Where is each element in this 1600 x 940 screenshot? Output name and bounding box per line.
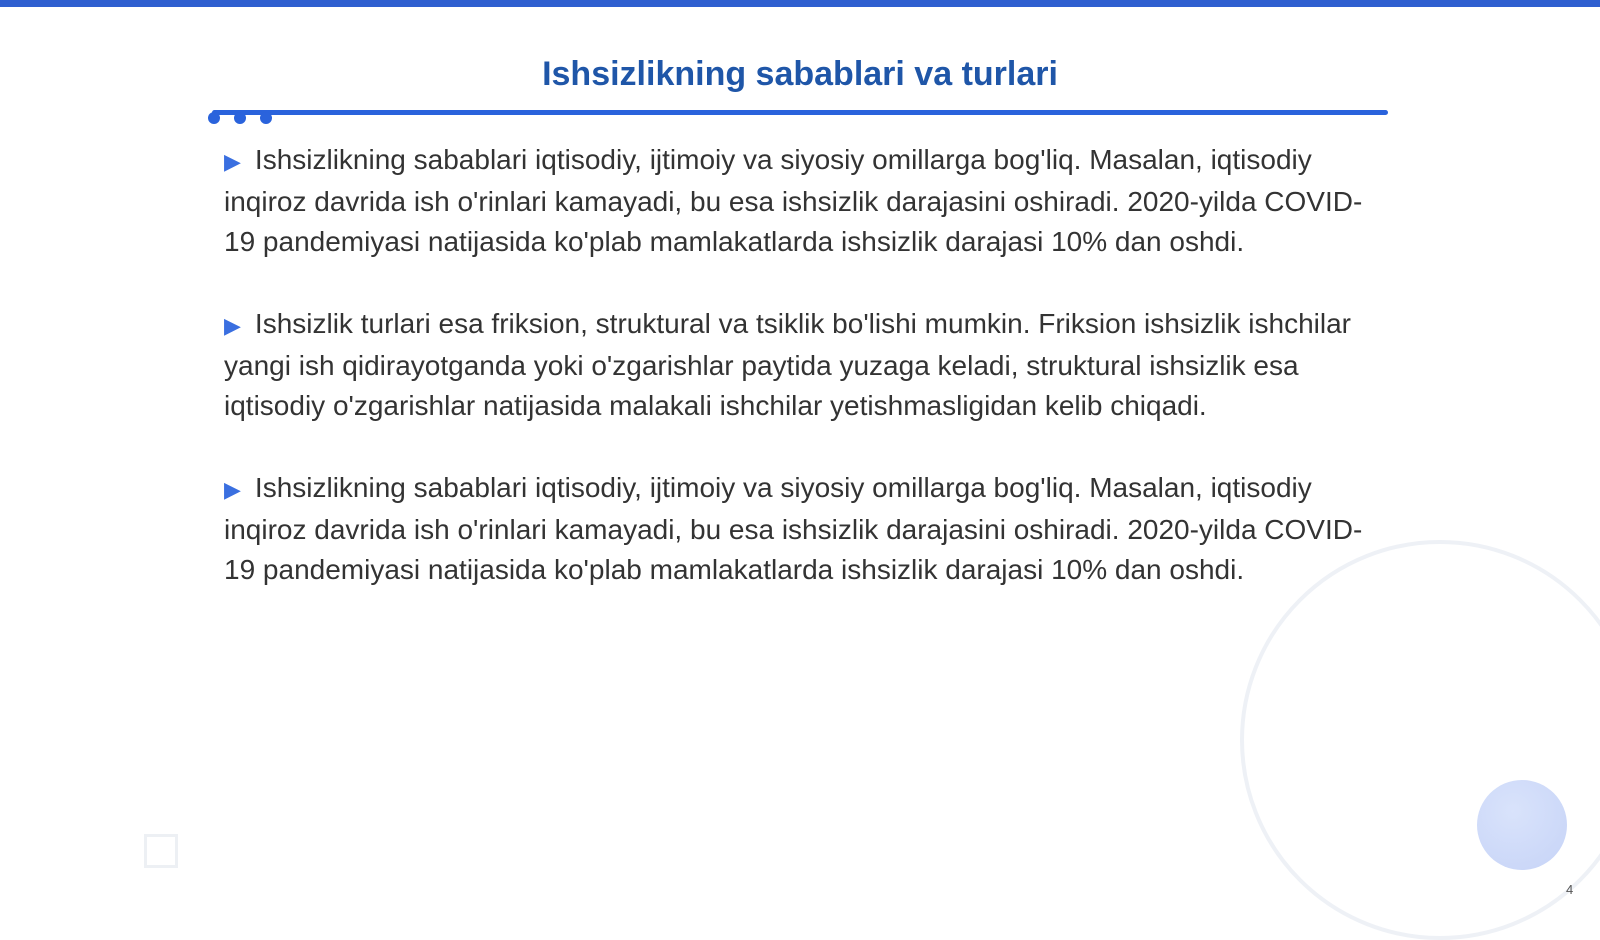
bullet-paragraph — [224, 468, 1374, 590]
decorative-dot — [234, 112, 246, 124]
decorative-dot — [208, 112, 220, 124]
paragraph-text: Ishsizlikning sabablari iqtisodiy, ijtimoiy va siyosiy omillarga bog'liq. Masalan, iqtisodiy inqiroz davrida ish o'rinlari kamayadi, bu esa ishsizlik darajasini oshiradi. 2020-yilda COVID-19 pandemiyasi natijasida ko'plab mamlakatlarda ishsizlik darajasi 10% dan oshdi. — [224, 472, 1363, 585]
decorative-dot — [260, 112, 272, 124]
decorative-square — [144, 834, 178, 868]
title-underline — [212, 110, 1388, 115]
decorative-blob — [1477, 780, 1567, 870]
triangle-bullet-icon: ▶ — [224, 149, 241, 174]
triangle-bullet-icon: ▶ — [224, 313, 241, 338]
page-number: 4 — [1566, 882, 1574, 897]
slide-body — [224, 140, 1374, 632]
paragraph-text: Ishsizlik turlari esa friksion, struktural va tsiklik bo'lishi mumkin. Friksion ishsizlik ishchilar yangi ish qidirayotganda yoki o'zgarishlar paytida yuzaga keladi, struktural ishsizlik esa iqtisodiy o'zgarishlar natijasida malakali ishchilar yetishmasligidan kelib chiqadi. — [224, 308, 1351, 421]
top-accent-bar — [0, 0, 1600, 7]
bullet-paragraph — [224, 140, 1374, 262]
bullet-paragraph — [224, 304, 1374, 426]
slide-title: Ishsizlikning sabablari va turlari — [542, 55, 1058, 93]
paragraph-text: Ishsizlikning sabablari iqtisodiy, ijtimoiy va siyosiy omillarga bog'liq. Masalan, iqtisodiy inqiroz davrida ish o'rinlari kamayadi, bu esa ishsizlik darajasini oshiradi. 2020-yilda COVID-19 pandemiyasi natijasida ko'plab mamlakatlarda ishsizlik darajasi 10% dan oshdi. — [224, 144, 1363, 257]
triangle-bullet-icon: ▶ — [224, 477, 241, 502]
